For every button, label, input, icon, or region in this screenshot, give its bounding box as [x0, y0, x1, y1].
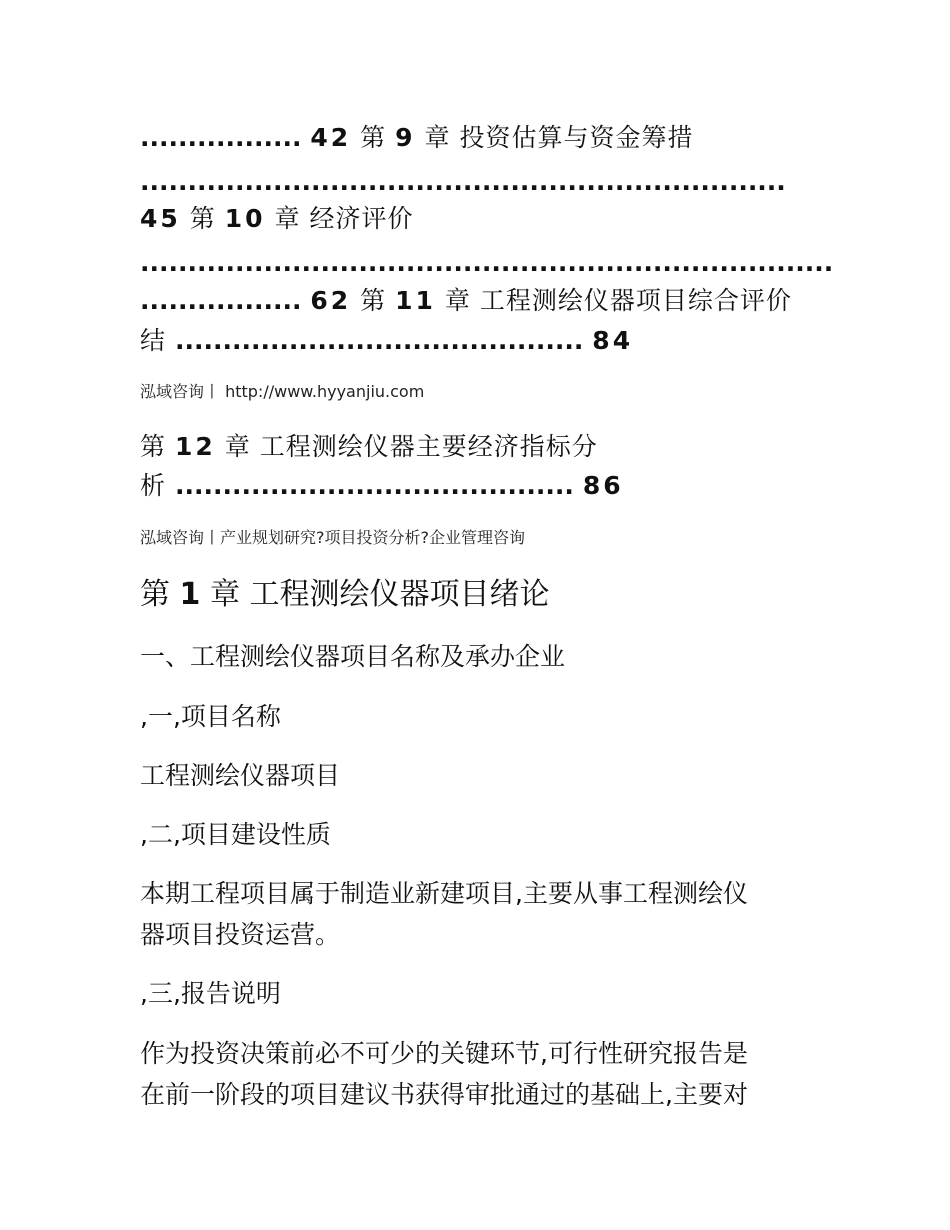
toc-leader-line [140, 167, 786, 197]
toc-leader-line [140, 248, 833, 278]
toc-leader-dots: ........................................... [174, 326, 584, 355]
chapter-title: 工程测绘仪器项目绪论 [249, 577, 550, 612]
toc-title-continuation: 析 [140, 471, 167, 500]
toc-page-number: 45 [140, 204, 181, 233]
toc-leader-dots: ................. [140, 123, 302, 152]
toc-leader-dots: ................. [140, 286, 302, 315]
section-heading: 一、工程测绘仪器项目名称及承办企业 [140, 642, 566, 671]
paragraph-line: 本期工程项目属于制造业新建项目,主要从事工程测绘仪 [140, 879, 748, 908]
toc-page-number: 86 [582, 471, 624, 500]
subsection-label: ,三,报告说明 [140, 979, 281, 1008]
toc-chapter-number: 11 [395, 286, 436, 315]
toc-leader-dots: ......................................................................... [140, 248, 834, 277]
toc-page-number: 42 [310, 123, 352, 152]
chapter-heading [140, 577, 550, 613]
toc-entry-ch11-cont [140, 326, 633, 356]
toc-chapter-title: 工程测绘仪器主要经济指标分 [259, 432, 598, 461]
paragraph-line: 在前一阶段的项目建议书获得审批通过的基础上,主要对 [140, 1080, 748, 1109]
toc-entry-ch10 [140, 204, 413, 234]
subsection-label: ,二,项目建设性质 [140, 820, 331, 849]
toc-chapter-suffix: 章 [274, 204, 301, 233]
toc-leader-dots: .................................................................... [140, 167, 786, 196]
toc-page-number: 84 [592, 326, 634, 355]
toc-leader-dots: .......................................... [174, 471, 574, 500]
toc-entry-ch12-cont [140, 471, 624, 501]
chapter-prefix: 第 [140, 577, 170, 612]
page-header: 泓域咨询丨产业规划研究?项目投资分析?企业管理咨询 [140, 528, 525, 547]
paragraph: 工程测绘仪器项目 [140, 761, 341, 790]
toc-chapter-title: 投资估算与资金筹措 [459, 123, 694, 152]
paragraph-line: 器项目投资运营。 [140, 920, 341, 949]
toc-entry-ch9 [140, 123, 693, 153]
toc-title-continuation: 结 [140, 326, 167, 355]
toc-chapter-number: 12 [174, 432, 216, 461]
page-header: 泓域咨询丨 http://www.hyyanjiu.com [140, 382, 425, 401]
toc-chapter-suffix: 章 [224, 432, 251, 461]
toc-chapter-prefix: 第 [360, 123, 387, 152]
toc-entry-ch12 [140, 432, 598, 462]
toc-chapter-title: 工程测绘仪器项目综合评价 [479, 286, 792, 315]
toc-chapter-prefix: 第 [360, 286, 387, 315]
toc-page-number: 62 [310, 286, 352, 315]
chapter-suffix: 章 [209, 577, 240, 612]
toc-entry-ch11 [140, 286, 792, 316]
toc-chapter-prefix: 第 [189, 204, 216, 233]
toc-chapter-suffix: 章 [444, 286, 471, 315]
toc-chapter-suffix: 章 [424, 123, 451, 152]
toc-chapter-number: 9 [395, 123, 416, 152]
toc-chapter-prefix: 第 [140, 432, 167, 461]
toc-chapter-title: 经济评价 [309, 204, 414, 233]
subsection-label: ,一,项目名称 [140, 702, 281, 731]
toc-chapter-number: 10 [224, 204, 266, 233]
chapter-number: 1 [179, 577, 201, 612]
paragraph-line: 作为投资决策前必不可少的关键环节,可行性研究报告是 [140, 1039, 748, 1068]
